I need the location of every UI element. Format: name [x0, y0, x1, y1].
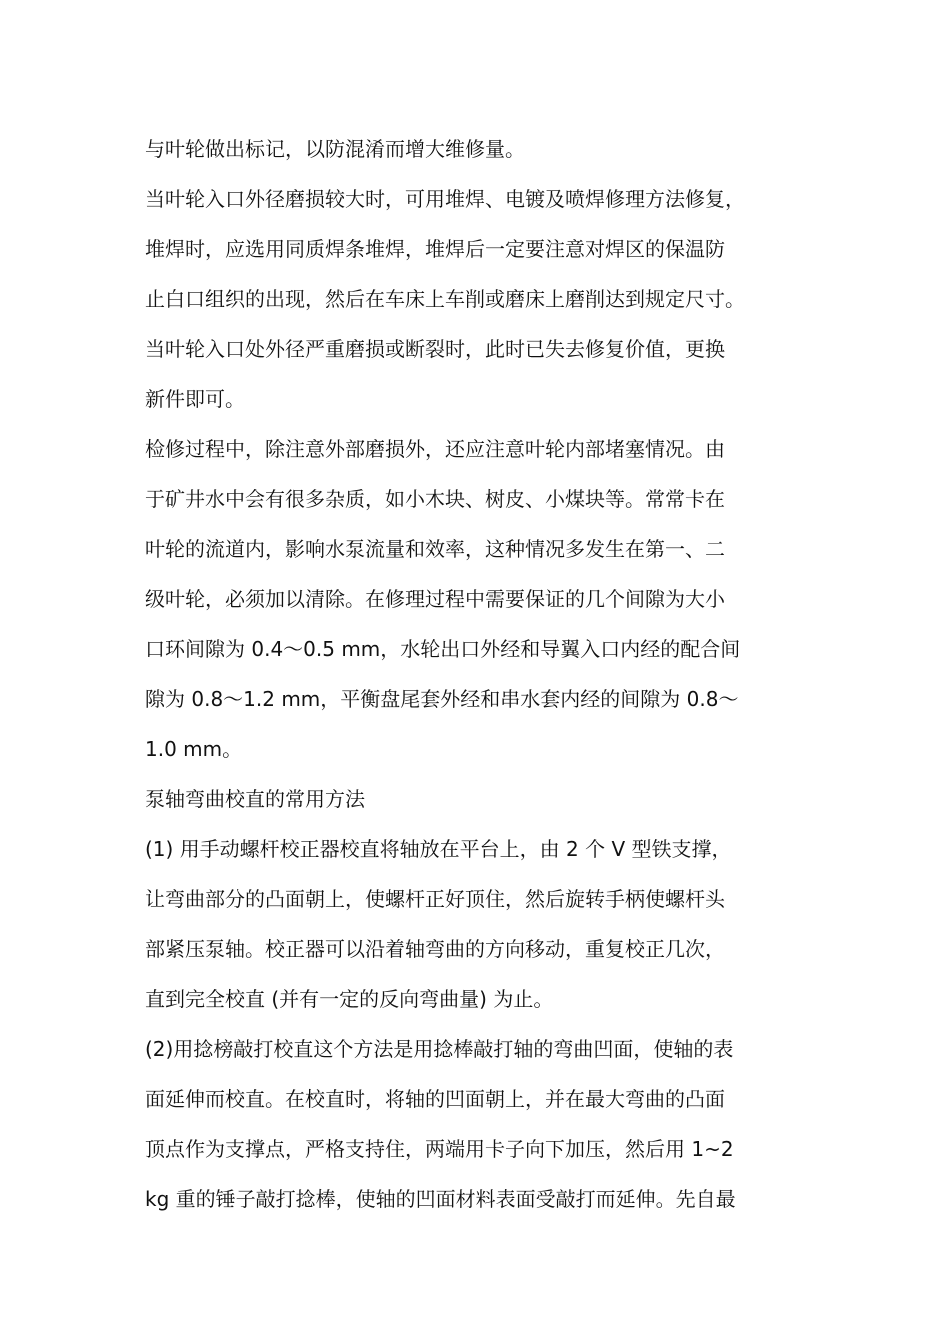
text-line: 叶轮的流道内，影响水泵流量和效率，这种情况多发生在第一、二: [145, 537, 725, 561]
text-line: 与叶轮做出标记，以防混淆而增大维修量。: [145, 137, 525, 161]
text-line: 顶点作为支撑点，严格支持住，两端用卡子向下加压，然后用 1~2: [145, 1137, 734, 1161]
document-body: [145, 124, 845, 1224]
text-line: 隙为 0.8～1.2 mm，平衡盘尾套外经和串水套内经的间隙为 0.8～: [145, 687, 739, 711]
text-line: 级叶轮，必须加以清除。在修理过程中需要保证的几个间隙为大小: [145, 587, 725, 611]
text-line: (2)用捻榜敲打校直这个方法是用捻棒敲打轴的弯曲凹面，使轴的表: [145, 1037, 734, 1061]
text-line: 检修过程中，除注意外部磨损外，还应注意叶轮内部堵塞情况。由: [145, 437, 725, 461]
text-line: (1) 用手动螺杆校正器校直将轴放在平台上，由 2 个 V 型铁支撑，: [145, 837, 732, 861]
text-line: 让弯曲部分的凸面朝上，使螺杆正好顶住，然后旋转手柄使螺杆头: [145, 887, 725, 911]
text-line: kg 重的锤子敲打捻棒，使轴的凹面材料表面受敲打而延伸。先自最: [145, 1187, 736, 1211]
text-line: 当叶轮入口处外径严重磨损或断裂时，此时已失去修复价值，更换: [145, 337, 725, 361]
text-line: 止白口组织的出现，然后在车床上车削或磨床上磨削达到规定尺寸。: [145, 287, 745, 311]
text-line: 口环间隙为 0.4～0.5 mm，水轮出口外经和导翼入口内经的配合间: [145, 637, 741, 661]
text-line: 于矿井水中会有很多杂质，如小木块、树皮、小煤块等。常常卡在: [145, 487, 725, 511]
text-line: 面延伸而校直。在校直时，将轴的凹面朝上，并在最大弯曲的凸面: [145, 1087, 725, 1111]
text-line: 部紧压泵轴。校正器可以沿着轴弯曲的方向移动，重复校正几次，: [145, 937, 725, 961]
text-line: 1.0 mm。: [145, 737, 243, 761]
text-line: 新件即可。: [145, 387, 245, 411]
text-line: 堆焊时，应选用同质焊条堆焊，堆焊后一定要注意对焊区的保温防: [145, 237, 725, 261]
text-line: 直到完全校直 (并有一定的反向弯曲量) 为止。: [145, 987, 554, 1011]
text-line: 当叶轮入口外径磨损较大时，可用堆焊、电镀及喷焊修理方法修复，: [145, 187, 745, 211]
section-heading: 泵轴弯曲校直的常用方法: [145, 787, 365, 811]
